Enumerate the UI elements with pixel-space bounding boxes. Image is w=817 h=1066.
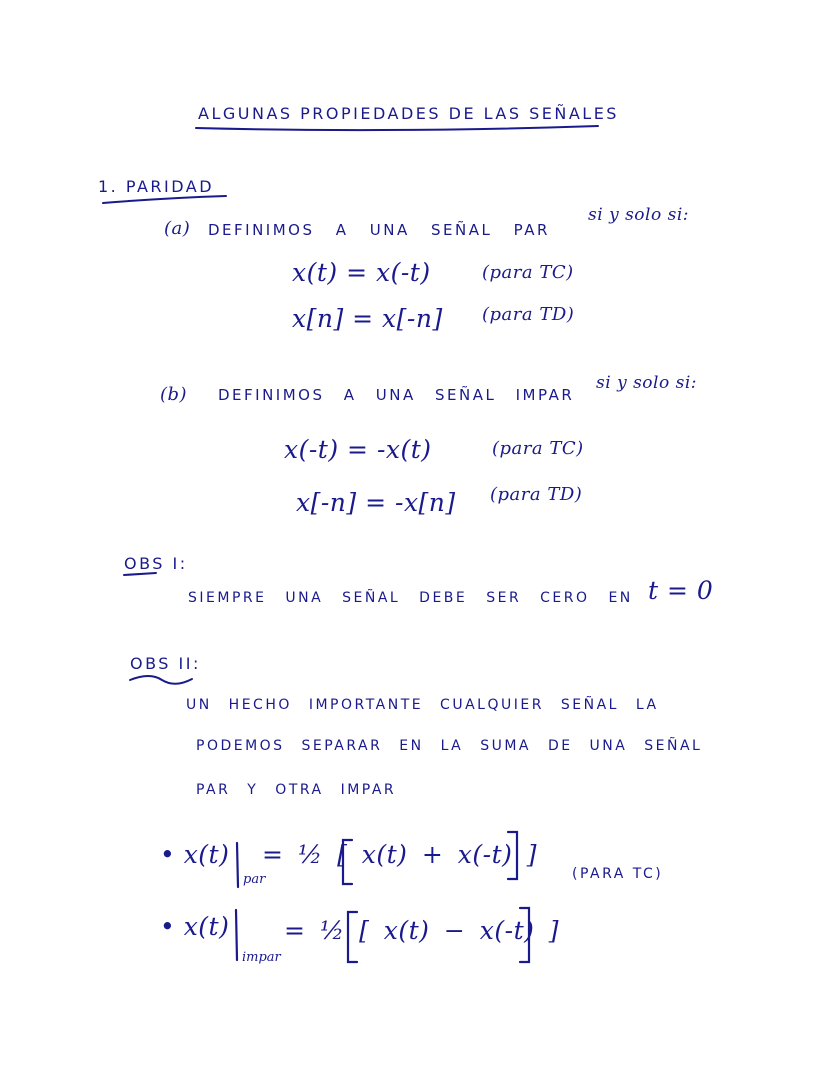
item-a-text: DEFINIMOS A UNA SEÑAL PAR bbox=[208, 221, 550, 239]
equation-odd-dt-note: (para TD) bbox=[490, 484, 583, 505]
obs2-heading: OBS II: bbox=[130, 654, 201, 673]
eval-bar-2 bbox=[236, 910, 237, 960]
item-b-label: (b) bbox=[160, 384, 188, 405]
even-part-rhs: = ½ [ x(t) + x(-t) ] bbox=[262, 840, 538, 869]
odd-part-rhs: = ½ [ x(t) − x(-t) ] bbox=[284, 916, 560, 945]
even-part-lhs: • x(t) bbox=[160, 840, 230, 869]
item-a-condition: si y solo si: bbox=[588, 205, 689, 225]
equation-odd-ct: x(-t) = -x(t) bbox=[284, 435, 432, 464]
item-b-text: DEFINIMOS A UNA SEÑAL IMPAR bbox=[218, 386, 575, 404]
odd-part-lhs: • x(t) bbox=[160, 912, 230, 941]
obs2-line2: PODEMOS SEPARAR EN LA SUMA DE UNA SEÑAL bbox=[196, 738, 703, 754]
obs2-line1: UN HECHO IMPORTANTE CUALQUIER SEÑAL LA bbox=[186, 697, 659, 713]
item-a-label: (a) bbox=[164, 218, 191, 239]
eval-bar-1 bbox=[237, 843, 238, 887]
equation-even-ct-note: (para TC) bbox=[482, 262, 574, 283]
equation-even-ct: x(t) = x(-t) bbox=[292, 258, 431, 287]
title-underline bbox=[196, 126, 598, 130]
obs1-underline bbox=[124, 573, 156, 575]
odd-part-subscript: impar bbox=[242, 950, 281, 965]
obs1-equation: t = 0 bbox=[648, 576, 714, 605]
equation-odd-ct-note: (para TC) bbox=[492, 438, 584, 459]
obs1-heading: OBS I: bbox=[124, 554, 188, 573]
obs2-line3: PAR Y OTRA IMPAR bbox=[196, 782, 397, 798]
item-b-condition: si y solo si: bbox=[596, 373, 697, 393]
obs2-underline bbox=[130, 676, 192, 684]
page-title: ALGUNAS PROPIEDADES DE LAS SEÑALES bbox=[198, 104, 619, 123]
equation-even-dt-note: (para TD) bbox=[482, 304, 575, 325]
section-heading-paridad: 1. PARIDAD bbox=[98, 177, 215, 196]
obs1-text: SIEMPRE UNA SEÑAL DEBE SER CERO EN bbox=[188, 590, 633, 606]
formula-note-tc: (PARA TC) bbox=[572, 866, 664, 882]
equation-odd-dt: x[-n] = -x[n] bbox=[296, 488, 456, 517]
section1-underline bbox=[103, 196, 226, 203]
even-part-subscript: par bbox=[243, 872, 266, 887]
equation-even-dt: x[n] = x[-n] bbox=[292, 304, 443, 333]
